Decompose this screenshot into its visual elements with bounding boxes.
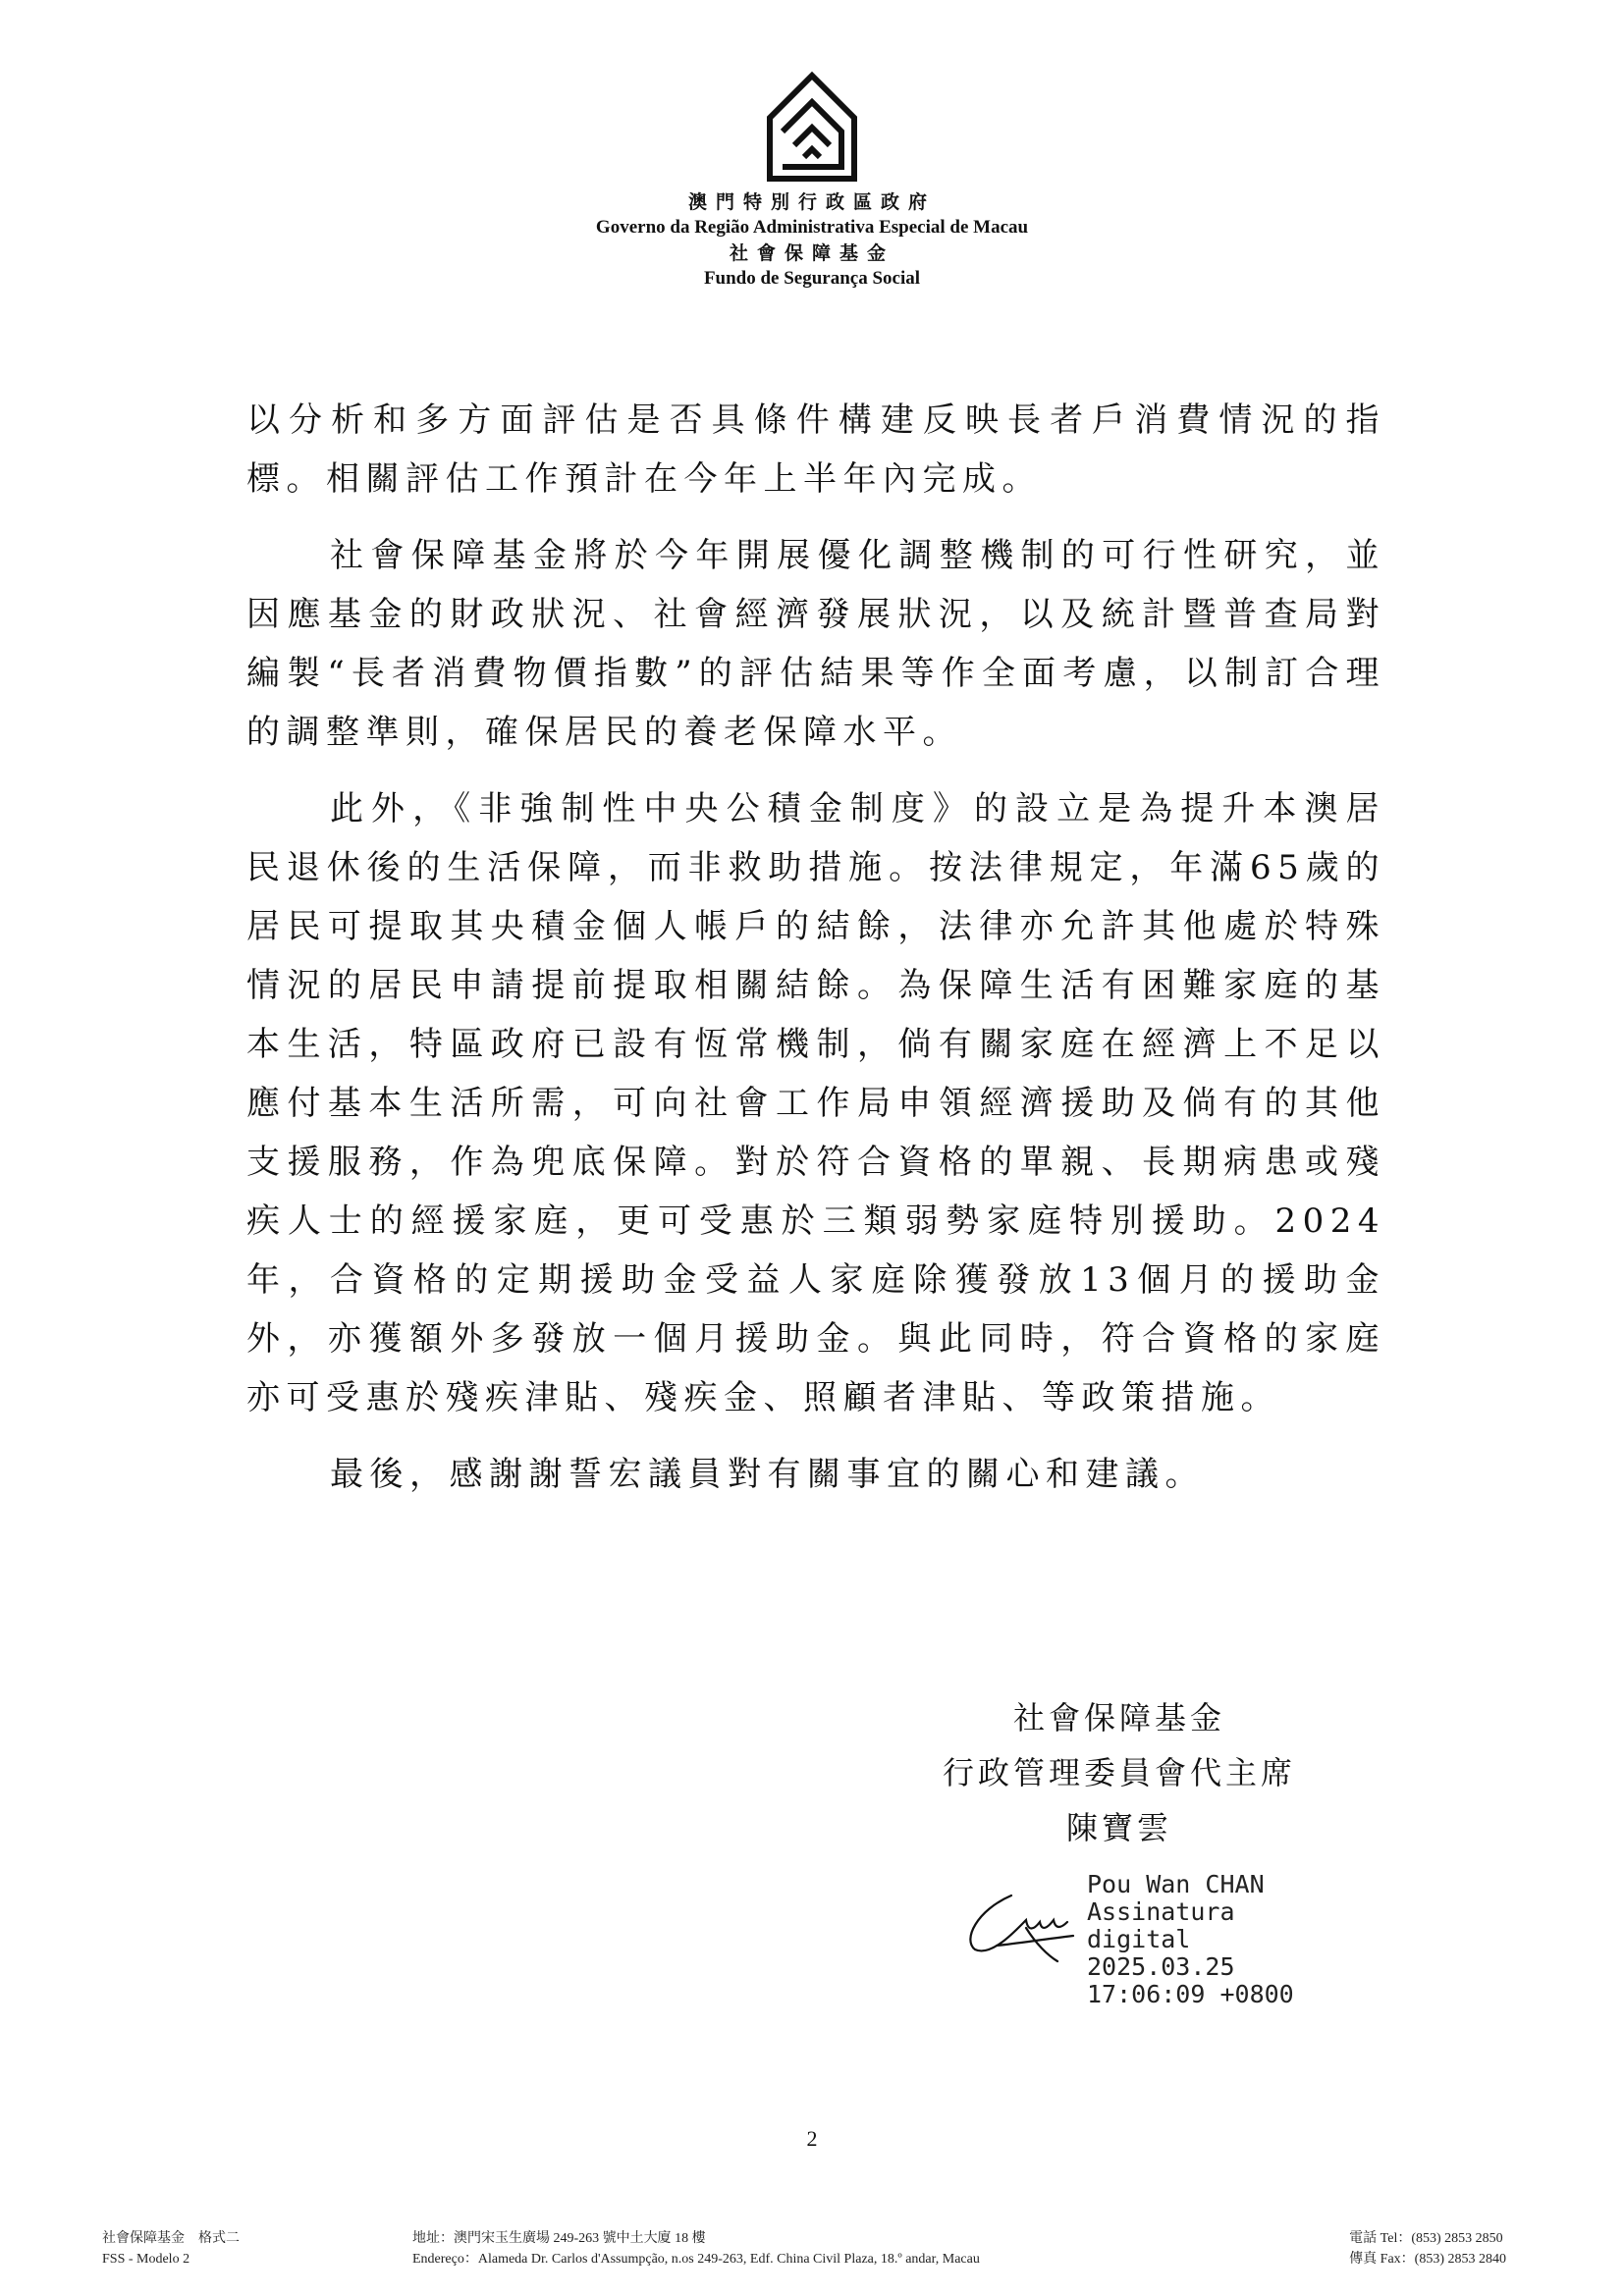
dept-name-pt: Fundo de Segurança Social	[703, 268, 921, 289]
telephone: 電話 Tel：(853) 2853 2850	[1349, 2231, 1503, 2246]
footer-form-info	[102, 2228, 240, 2269]
org-name-zh: 澳門特別行政區政府	[687, 192, 936, 213]
signer-name: Pou Wan CHAN	[1087, 1870, 1265, 1898]
letter-body	[246, 391, 1385, 1522]
handwritten-signature-icon	[957, 1871, 1085, 1999]
fax: 傳真 Fax：(853) 2853 2840	[1349, 2252, 1506, 2267]
page-number: 2	[806, 2126, 818, 2151]
footer	[0, 2228, 1624, 2277]
paragraph-continued: 以分析和多方面評估是否具條件構建反映長者戶消費情況的指標。相關評估工作預計在今年上半年內完成。	[246, 400, 1385, 499]
signoff-org: 社會保障基金	[1013, 1699, 1226, 1736]
signature-date: 2025.03.25	[1087, 1952, 1235, 1981]
signature-label-1: Assinatura	[1087, 1897, 1235, 1926]
digital-signature-details	[1087, 1871, 1294, 2008]
paragraph: 社會保障基金將於今年開展優化調整機制的可行性研究，並因應基金的財政狀況、社會經濟發展狀況，以及統計暨普查局對編製“長者消費物價指數”的評估結果等作全面考慮，以制訂合理的調整準則，確保居民的養老保障水平。	[246, 536, 1385, 752]
signature-label-2: digital	[1087, 1925, 1191, 1953]
signoff-name: 陳寶雲	[1066, 1809, 1173, 1846]
letterhead	[0, 71, 1624, 291]
footer-address	[412, 2228, 980, 2269]
digital-signature	[957, 1870, 1370, 2008]
signoff-block	[943, 1690, 1296, 1855]
address-pt: Endereço：Alameda Dr. Carlos d'Assumpção, n.os 249-263, Edf. China Civil Plaza, 18.º andar, Macau	[412, 2252, 980, 2267]
form-code-pt: FSS - Modelo 2	[102, 2252, 190, 2267]
dept-name-zh: 社會保障基金	[729, 243, 894, 264]
paragraph: 此外，《非強制性中央公積金制度》的設立是為提升本澳居民退休後的生活保障，而非救助措施。按法律規定，年滿65歲的居民可提取其央積金個人帳戶的結餘，法律亦允許其他處於特殊情況的居民申請提前提取相關結餘。為保障生活有困難家庭的基本生活，特區政府已設有恆常機制，倘有關家庭在經濟上不足以應付基本生活所需，可向社會工作局申領經濟援助及倘有的其他支援服務，作為兜底保障。對於符合資格的單親、長期病患或殘疾人士的經援家庭，更可受惠於三類弱勢家庭特別援助。2024年，合資格的定期援助金受益人家庭除獲發放13個月的援助金外，亦獲額外多發放一個月援助金。與此同時，符合資格的家庭亦可受惠於殘疾津貼、殘疾金、照顧者津貼、等政策措施。	[246, 789, 1385, 1417]
paragraph-closing: 最後，感謝謝誓宏議員對有關事宜的關心和建議。	[330, 1455, 1205, 1494]
signature-time: 17:06:09 +0800	[1087, 1980, 1294, 2008]
signoff-title: 行政管理委員會代主席	[943, 1754, 1297, 1791]
footer-contact	[1349, 2228, 1506, 2269]
org-name-pt: Governo da Região Administrativa Especial de Macau	[595, 217, 1029, 238]
macau-government-emblem-icon	[765, 71, 859, 183]
form-code-zh: 社會保障基金 格式二	[102, 2231, 240, 2246]
address-zh: 地址：澳門宋玉生廣場 249-263 號中土大廈 18 樓	[412, 2231, 706, 2246]
